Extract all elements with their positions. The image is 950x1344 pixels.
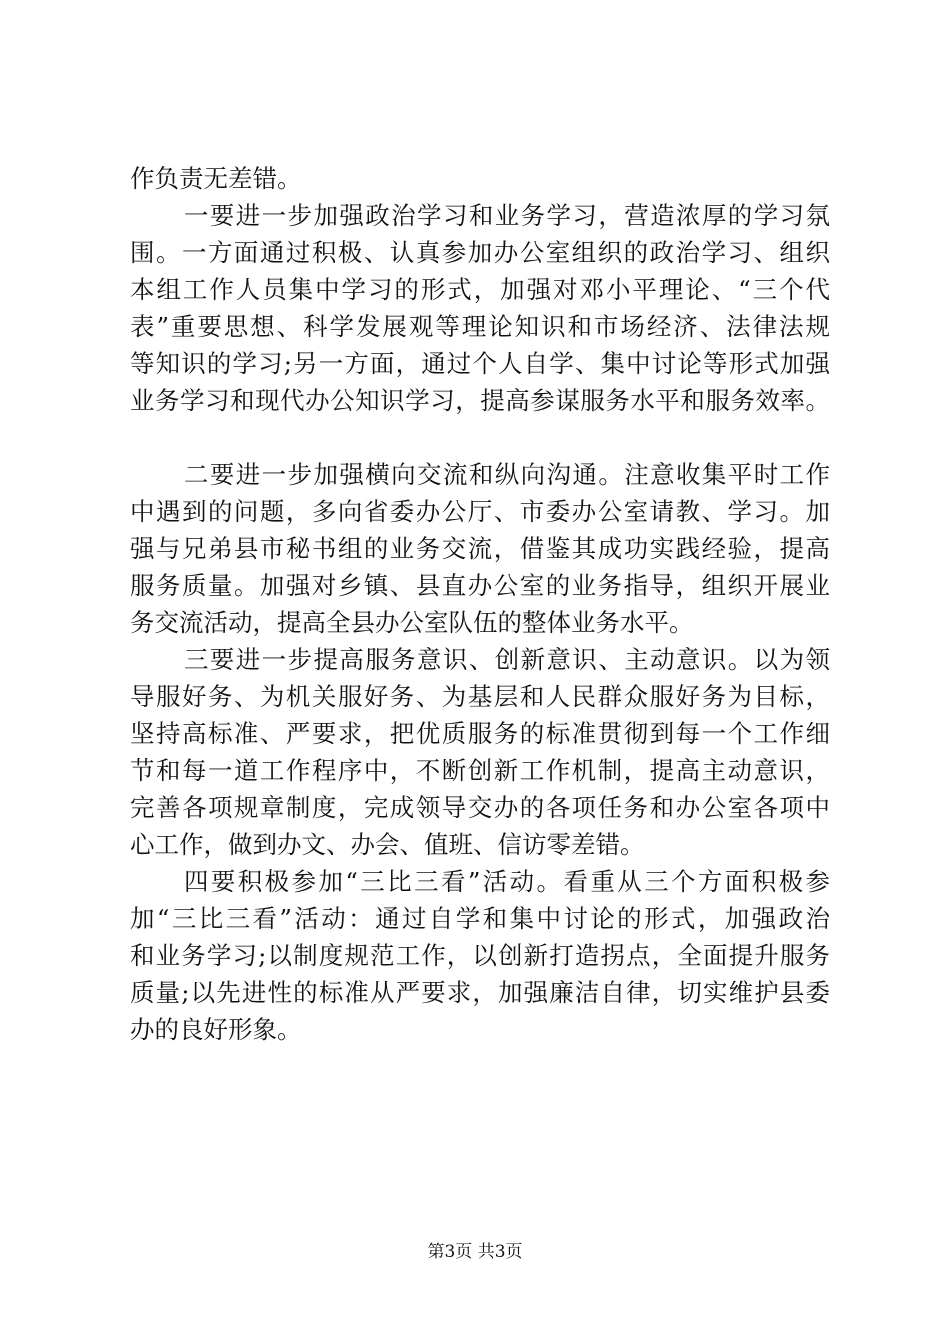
text-line: 务交流活动，提高全县办公室队伍的整体业务水平。	[130, 608, 694, 637]
page-number-footer: 第3页 共3页	[427, 1242, 523, 1262]
text-line: 表”重要思想、科学发展观等理论知识和市场经济、法律法规	[130, 312, 830, 341]
paragraph-three-compare-activity	[130, 863, 830, 1048]
text-line: 服务质量。加强对乡镇、县直办公室的业务指导，组织开展业	[130, 571, 830, 600]
text-line: 节和每一道工作程序中，不断创新工作机制，提高主动意识，	[130, 756, 830, 785]
paragraph-communication	[130, 456, 830, 641]
text-line: 业务学习和现代办公知识学习，提高参谋服务水平和服务效率。	[130, 386, 830, 415]
text-line: 办的良好形象。	[130, 1015, 302, 1044]
text-line: 导服好务、为机关服好务、为基层和人民群众服好务为目标，	[130, 682, 830, 711]
paragraph-spacer	[130, 419, 830, 456]
text-line: 完善各项规章制度，完成领导交办的各项任务和办公室各项中	[130, 793, 830, 822]
paragraph-political-study	[130, 197, 830, 419]
document-body	[130, 160, 830, 1048]
text-line: 作负责无差错。	[130, 164, 302, 193]
text-line: 围。一方面通过积极、认真参加办公室组织的政治学习、组织	[130, 238, 830, 267]
text-line: 二要进一步加强横向交流和纵向沟通。注意收集平时工作	[184, 460, 830, 489]
text-line: 一要进一步加强政治学习和业务学习，营造浓厚的学习氛	[184, 201, 830, 230]
paragraph-service-awareness	[130, 641, 830, 863]
text-line: 和业务学习;以制度规范工作，以创新打造拐点，全面提升服务	[130, 941, 830, 970]
text-line: 本组工作人员集中学习的形式，加强对邓小平理论、“三个代	[130, 275, 830, 304]
text-line: 四要积极参加“三比三看”活动。看重从三个方面积极参	[184, 867, 830, 896]
text-line: 心工作，做到办文、办会、值班、信访零差错。	[130, 830, 645, 859]
text-line: 三要进一步提高服务意识、创新意识、主动意识。以为领	[184, 645, 830, 674]
text-line: 质量;以先进性的标准从严要求，加强廉洁自律，切实维护县委	[130, 978, 830, 1007]
paragraph-continuation	[130, 160, 830, 197]
text-line: 等知识的学习;另一方面，通过个人自学、集中讨论等形式加强	[130, 349, 830, 378]
text-line: 坚持高标准、严要求，把优质服务的标准贯彻到每一个工作细	[130, 719, 830, 748]
text-line: 强与兄弟县市秘书组的业务交流，借鉴其成功实践经验，提高	[130, 534, 830, 563]
text-line: 加“三比三看”活动：通过自学和集中讨论的形式，加强政治	[130, 904, 830, 933]
text-line: 中遇到的问题，多向省委办公厅、市委办公室请教、学习。加	[130, 497, 830, 526]
